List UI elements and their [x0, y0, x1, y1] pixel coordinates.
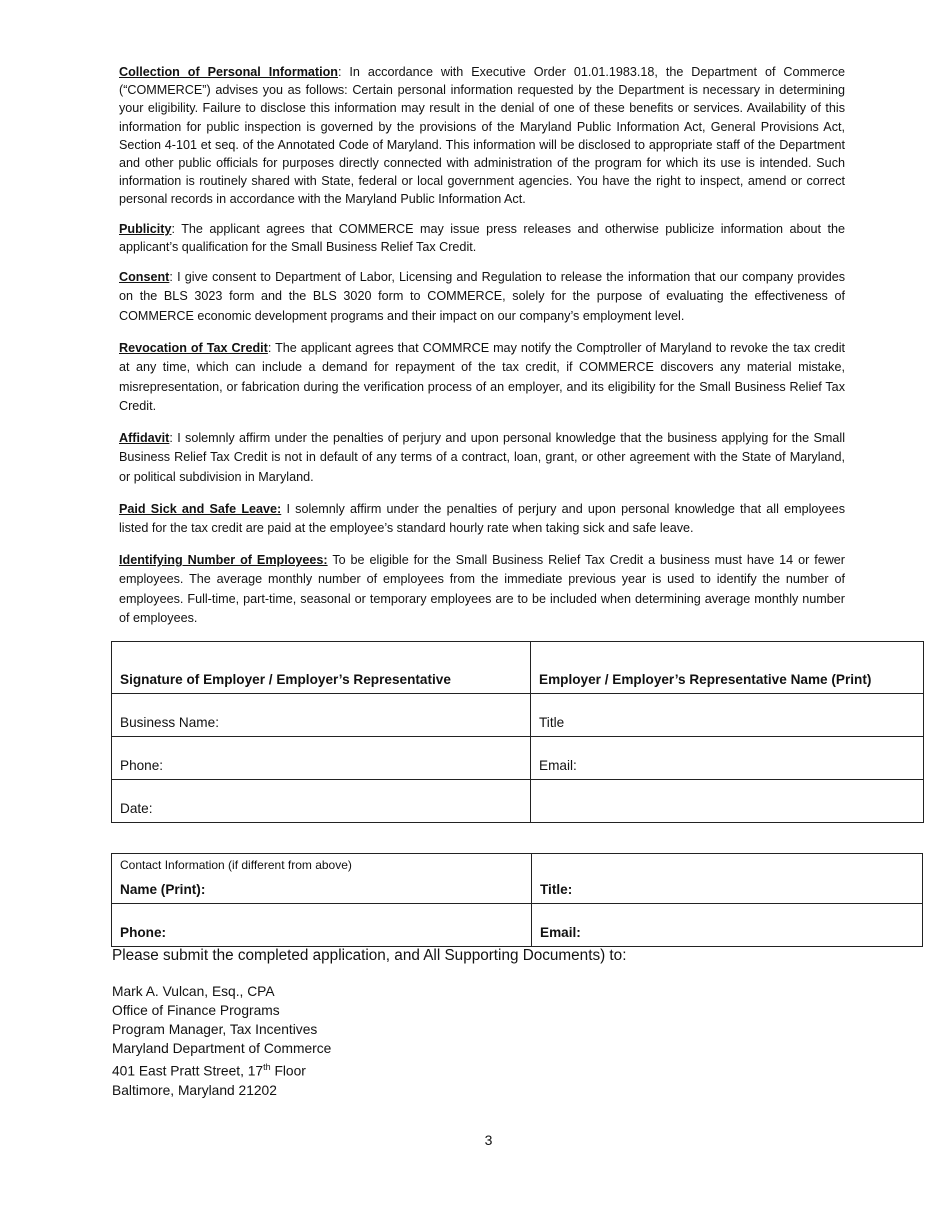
address-line-name: Mark A. Vulcan, Esq., CPA: [112, 984, 275, 999]
contact-note: Contact Information (if different from above): [120, 858, 352, 872]
affidavit-paragraph: [119, 429, 845, 487]
contact-table: [111, 853, 923, 947]
empty-cell: [531, 780, 924, 823]
collection-heading: Collection of Personal Information: [119, 65, 338, 79]
address-line-city: Baltimore, Maryland 21202: [112, 1082, 277, 1098]
employees-text: To be eligible for the Small Business Relief Tax Credit a business must have 14 or fewer employees. The average monthly number of employees from the immediate previous year is used to identify the number of employees. Full-time, part-time, seasonal or temporary employees are to be included when determining average monthly number of employees.: [119, 553, 845, 626]
business-name-field[interactable]: Business Name:: [112, 694, 531, 737]
sick-leave-paragraph: [119, 500, 845, 539]
employees-heading: Identifying Number of Employees:: [119, 553, 328, 567]
address-line-department: Maryland Department of Commerce: [112, 1041, 332, 1056]
contact-name-label: Name (Print):: [120, 882, 206, 897]
sick-leave-text: I solemnly affirm under the penalties of perjury and upon personal knowledge that all employees listed for the tax credit are paid at the employee’s standard hourly rate when taking sick and safe leave.: [119, 502, 845, 536]
address-line-street: [112, 1058, 331, 1081]
contact-title-field[interactable]: Title:: [532, 854, 923, 904]
mailing-address: [112, 982, 331, 1100]
street-floor: Floor: [270, 1063, 306, 1079]
affidavit-heading: Affidavit: [119, 431, 170, 445]
publicity-paragraph: [119, 220, 845, 256]
page-number: 3: [484, 1132, 493, 1148]
collection-text: : In accordance with Executive Order 01.01.1983.18, the Department of Commerce (“COMMERCE”) advises you as follows: Certain personal information requested by the Department is necessary in determining your eligibility. Failure to disclose this information may result in the denial of one of these benefits or services. Availability of this information for public inspection is governed by the provisions of the Maryland Public Information Act, General Provisions Act, Section 4-101 et seq. of the Annotated Code of Maryland. This information will be disclosed to appropriate staff of the Department and other public officials for purposes directly connected with administration of the program for which its use is intended. Such information is routinely shared with State, federal or local government agencies. You have the right to inspect, amend or correct personal records in accordance with the Maryland Public Information Act.: [119, 65, 845, 207]
date-field[interactable]: Date:: [112, 780, 531, 823]
employees-paragraph: [119, 551, 845, 629]
collection-paragraph: [119, 63, 845, 209]
submit-instructions: Please submit the completed application, and All Supporting Documents) to:: [112, 947, 627, 964]
title-field[interactable]: Title: [531, 694, 924, 737]
representative-name-field[interactable]: Employer / Employer’s Representative Name (Print): [531, 642, 924, 694]
contact-phone-field[interactable]: Phone:: [112, 904, 532, 947]
affidavit-text: : I solemnly affirm under the penalties of perjury and upon personal knowledge that the business applying for the Small Business Relief Tax Credit is not in default of any terms of a contract, loan, grant, or other agreement with the State of Maryland, or political subdivision in Maryland.: [119, 431, 845, 484]
publicity-text: : The applicant agrees that COMMERCE may issue press releases and otherwise publicize information about the applicant’s qualification for the Small Business Relief Tax Credit.: [119, 222, 845, 255]
signature-field[interactable]: Signature of Employer / Employer’s Representative: [112, 642, 531, 694]
email-field[interactable]: Email:: [531, 737, 924, 780]
revocation-text: : The applicant agrees that COMMRCE may notify the Comptroller of Maryland to revoke the tax credit at any time, which can include a demand for repayment of the tax credit, if COMMERCE discovers any material mistake, misrepresentation, or fabrication during the verification process of an employer, and its eligibility for the Small Business Relief Tax Credit.: [119, 341, 846, 414]
consent-paragraph: [119, 268, 845, 326]
address-line-office: Office of Finance Programs: [112, 1003, 280, 1018]
contact-email-field[interactable]: Email:: [532, 904, 923, 947]
street-text: 401 East Pratt Street, 17: [112, 1063, 264, 1079]
signature-table: [111, 641, 924, 823]
phone-field[interactable]: Phone:: [112, 737, 531, 780]
revocation-paragraph: [119, 339, 845, 417]
street-ordinal-suffix: th: [263, 1062, 271, 1072]
publicity-heading: Publicity: [119, 222, 172, 236]
revocation-heading: Revocation of Tax Credit: [119, 341, 268, 355]
address-line-role: Program Manager, Tax Incentives: [112, 1022, 318, 1037]
contact-name-field[interactable]: [112, 854, 532, 904]
consent-text: : I give consent to Department of Labor, Licensing and Regulation to release the information that our company provides on the BLS 3023 form and the BLS 3020 form to COMMERCE, solely for the purpose of evaluating the effectiveness of COMMERCE economic development programs and their impact on our company’s employment level.: [119, 270, 845, 323]
sick-leave-heading: Paid Sick and Safe Leave:: [119, 502, 282, 516]
consent-heading: Consent: [119, 270, 170, 284]
